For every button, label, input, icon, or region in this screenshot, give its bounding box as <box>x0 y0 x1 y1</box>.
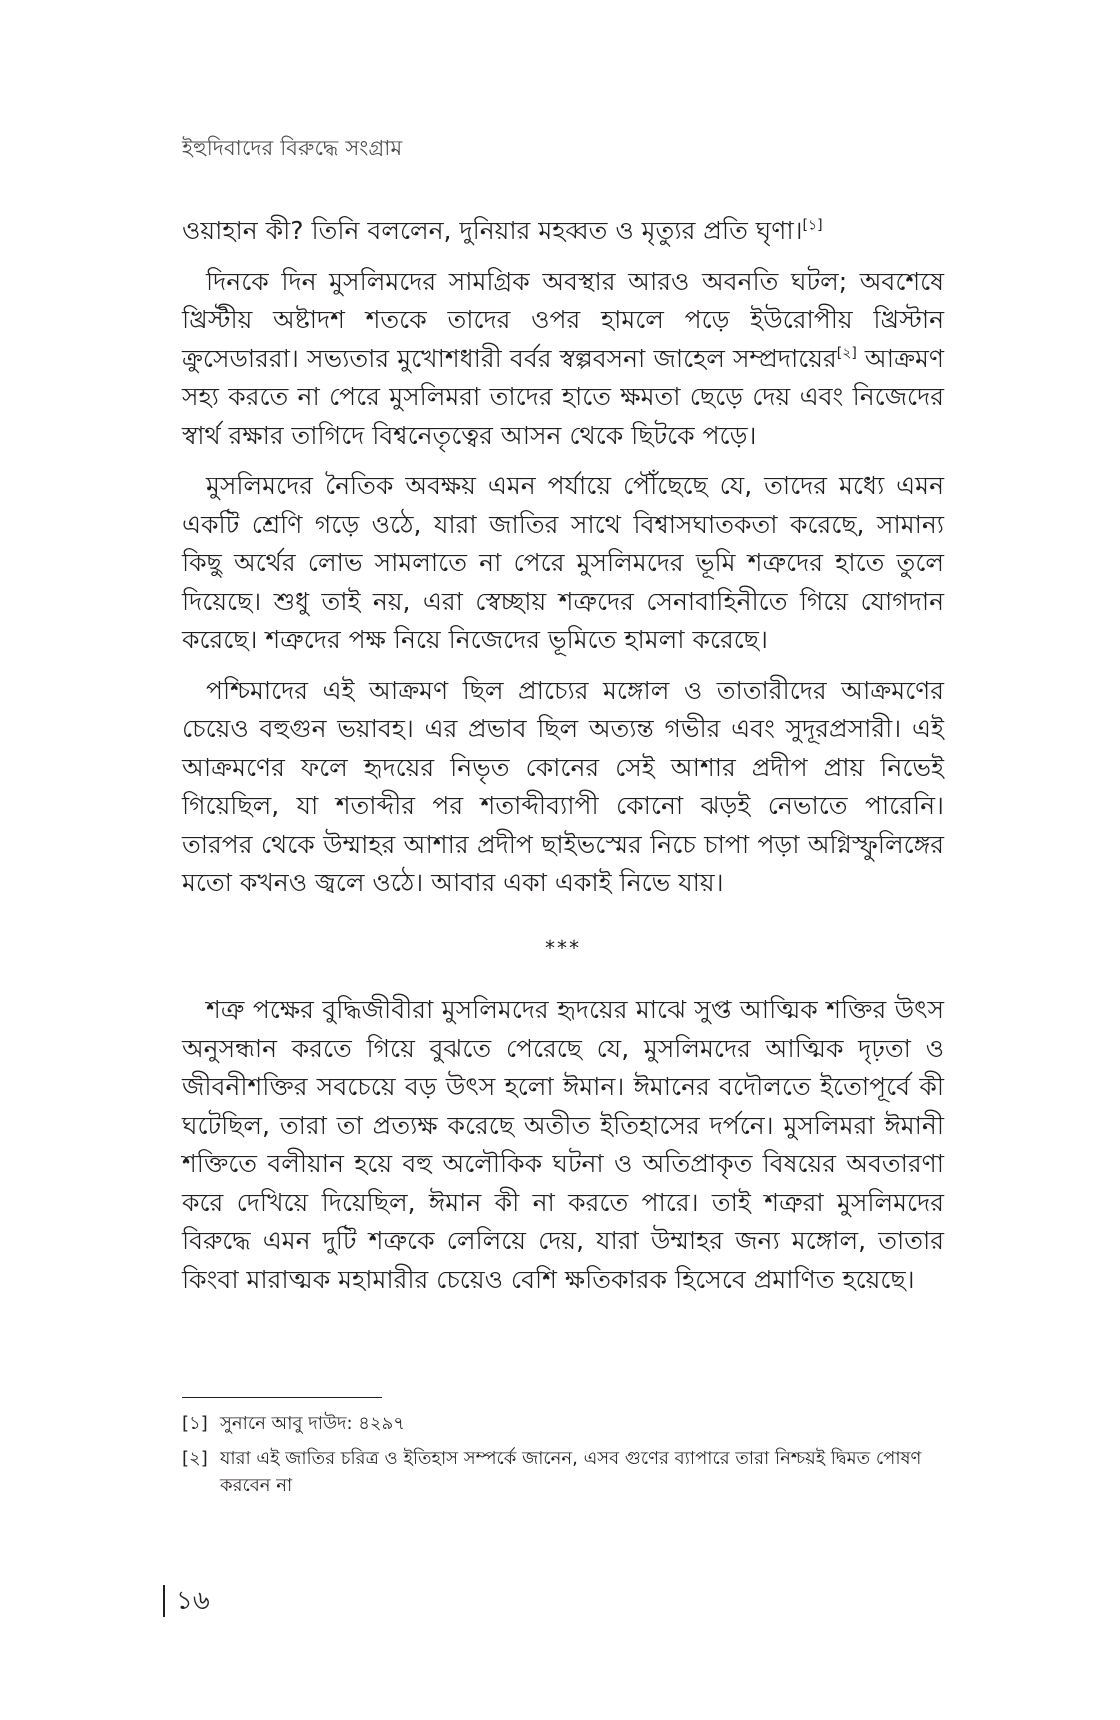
footnote-ref-2[interactable]: [২] <box>836 345 857 362</box>
footnote-1-text: সুনানে আবু দাউদ: ৪২৯৭ <box>220 1413 405 1434</box>
paragraph-4: পশ্চিমাদের এই আক্রমণ ছিল প্রাচ্যের মঙ্গোল ও তাতারীদের আক্রমণের চেয়েও বহুগুন ভয়াবহ। এর প্রভাব ছিল অত্যন্ত গভীর এবং সুদূরপ্রসারী। এই আক্রমণের ফলে হৃদয়ের নিভৃত কোনের সেই আশার প্রদীপ প্রায় নিভেই গিয়েছিল, যা শতাব্দীর পর শতাব্দীব্যাপী কোনো ঝড়ই নেভাতে পারেনি। তারপর থেকে উম্মাহর আশার প্রদীপ ছাইভস্মের নিচে চাপা পড়া অগ্নিস্ফুলিঙ্গের মতো কখনও জ্বলে ওঠে। আবার একা একাই নিভে যায়। <box>182 675 944 897</box>
footnote-ref-1[interactable]: [১] <box>802 217 823 234</box>
paragraph-2-text-after: আক্রমণ সহ্য করতে না পেরে মুসলিমরা তাদের হাতে ক্ষমতা ছেড়ে দেয় এবং নিজেদের স্বার্থ রক্ষার তাগিদে বিশ্বনেতৃত্বের আসন থেকে ছিটকে পড়ে। <box>182 343 944 450</box>
footnote-2-text: যারা এই জাতির চরিত্র ও ইতিহাস সম্পর্কে জানেন, এসব গুণের ব্যাপারে তারা নিশ্চয়ই দ্বিমত পোষণ করবেন না <box>220 1448 922 1496</box>
running-header: ইহুদিবাদের বিরুদ্ধে সংগ্রাম <box>182 136 403 160</box>
footnote-2-marker: [২] <box>182 1448 208 1469</box>
page-number: ১৬ <box>176 1586 210 1616</box>
paragraph-2 <box>182 263 944 456</box>
footnotes <box>182 1410 944 1507</box>
footnote-1-marker: [১] <box>182 1413 208 1434</box>
footnote-2 <box>182 1445 944 1499</box>
paragraph-1-text: ওয়াহান কী? তিনি বললেন, দুনিয়ার মহব্বত ও মৃত্যুর প্রতি ঘৃণা। <box>182 216 803 245</box>
paragraph-3: মুসলিমদের নৈতিক অবক্ষয় এমন পর্যায়ে পৌঁছেছে যে, তাদের মধ্যে এমন একটি শ্রেণি গড়ে ওঠে, যারা জাতির সাথে বিশ্বাসঘাতকতা করেছে, সামান্য কিছু অর্থের লোভ সামলাতে না পেরে মুসলিমদের ভূমি শত্রুদের হাতে তুলে দিয়েছে। শুধু তাই নয়, এরা স্বেচ্ছায় শত্রুদের সেনাবাহিনীতে গিয়ে যোগদান করেছে। শত্রুদের পক্ষ নিয়ে নিজেদের ভূমিতে হামলা করেছে। <box>182 471 944 654</box>
footnote-1 <box>182 1410 944 1437</box>
paragraph-5: শত্রু পক্ষের বুদ্ধিজীবীরা মুসলিমদের হৃদয়ের মাঝে সুপ্ত আত্মিক শক্তির উৎস অনুসন্ধান করতে গিয়ে বুঝতে পেরেছে যে, মুসলিমদের আত্মিক দৃঢ়তা ও জীবনীশক্তির সবচেয়ে বড় উৎস হলো ঈমান। ঈমানের বদৌলতে ইতোপূর্বে কী ঘটেছিল, তারা তা প্রত্যক্ষ করেছে অতীত ইতিহাসের দর্পনে। মুসলিমরা ঈমানী শক্তিতে বলীয়ান হয়ে বহু অলৌকিক ঘটনা ও অতিপ্রাকৃত বিষয়ের অবতারণা করে দেখিয়ে দিয়েছিল, ঈমান কী না করতে পারে। তাই শত্রুরা মুসলিমদের বিরুদ্ধে এমন দুটি শত্রুকে লেলিয়ে দেয়, যারা উম্মাহর জন্য মঙ্গোল, তাতার কিংবা মারাত্মক মহামারীর চেয়েও বেশি ক্ষতিকারক হিসেবে প্রমাণিত হয়েছে। <box>182 995 944 1294</box>
footnote-rule <box>182 1397 382 1398</box>
body-text <box>182 212 944 1311</box>
paragraph-1 <box>182 212 944 251</box>
section-separator: *** <box>545 935 581 960</box>
paragraph-2-text-before: দিনকে দিন মুসলিমদের সামগ্রিক অবস্থার আরও অবনতি ঘটল; অবশেষে খ্রিস্টীয় অষ্টাদশ শতকে তাদের ওপর হামলে পড়ে ইউরোপীয় খ্রিস্টান ক্রুসেডাররা। সভ্যতার মুখোশধারী বর্বর স্বল্পবসনা জাহেল সম্প্রদায়ের <box>182 266 944 373</box>
folio-bar <box>163 1585 165 1617</box>
